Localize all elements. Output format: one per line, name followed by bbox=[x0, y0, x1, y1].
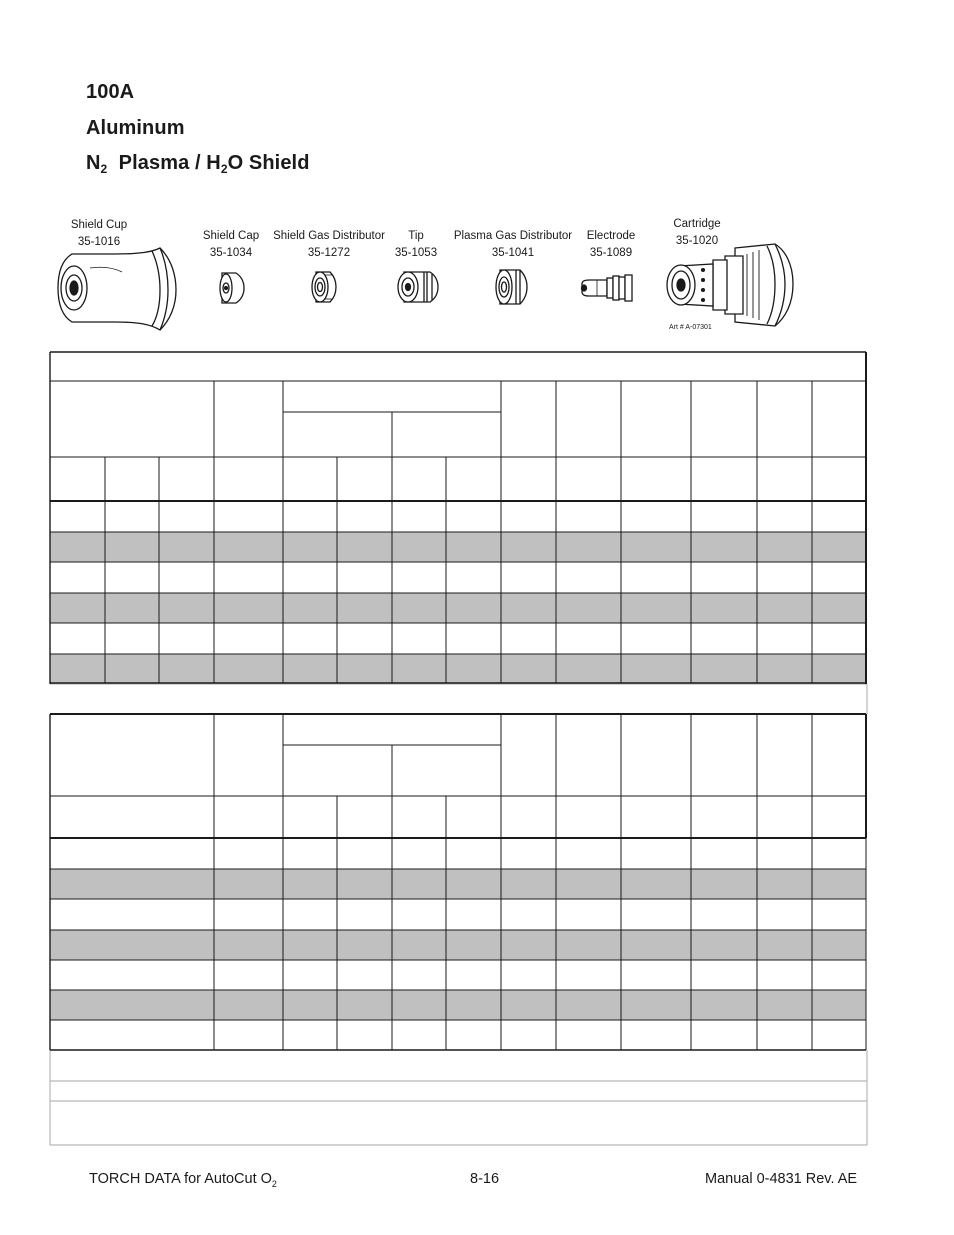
table1-shaded-rows bbox=[50, 532, 866, 683]
part-name: Tip bbox=[408, 230, 424, 242]
manual-number: Manual 0-4831 Rev. AE bbox=[705, 1171, 858, 1187]
amperage-title: 100A bbox=[86, 81, 135, 103]
part-number: 35-1020 bbox=[675, 235, 719, 247]
part-number: 35-1016 bbox=[77, 236, 121, 248]
part-name: Shield Gas Distributor bbox=[273, 230, 385, 242]
footer-title-text: TORCH DATA for AutoCut O bbox=[89, 1171, 272, 1187]
shield-gas-subscript: 2 bbox=[220, 162, 228, 176]
part-number: 35-1041 bbox=[491, 247, 535, 259]
part-number: 35-1089 bbox=[589, 247, 633, 259]
part-number: 35-1034 bbox=[209, 247, 253, 259]
part-number: 35-1053 bbox=[394, 247, 438, 259]
footer-title bbox=[89, 1171, 277, 1189]
part-name: Cartridge bbox=[673, 218, 721, 230]
footer-title-subscript: 2 bbox=[271, 1179, 277, 1189]
page-number: 8-16 bbox=[470, 1171, 500, 1187]
plasma-gas-subscript: 2 bbox=[100, 162, 108, 176]
plasma-gas-symbol: N bbox=[86, 152, 101, 174]
part-name: Shield Cup bbox=[70, 219, 128, 231]
shield-word: O Shield bbox=[227, 152, 310, 174]
part-number: 35-1272 bbox=[307, 247, 351, 259]
part-name: Electrode bbox=[586, 230, 636, 242]
section-divider-lines bbox=[50, 684, 867, 1145]
art-number: Art # A-07301 bbox=[669, 324, 712, 331]
plasma-word: Plasma / H bbox=[118, 152, 221, 174]
part-name: Shield Cap bbox=[202, 230, 260, 242]
table2-shaded-rows bbox=[50, 869, 866, 1020]
material-title: Aluminum bbox=[86, 117, 185, 139]
part-name: Plasma Gas Distributor bbox=[453, 230, 573, 242]
table1-grid bbox=[50, 352, 866, 684]
